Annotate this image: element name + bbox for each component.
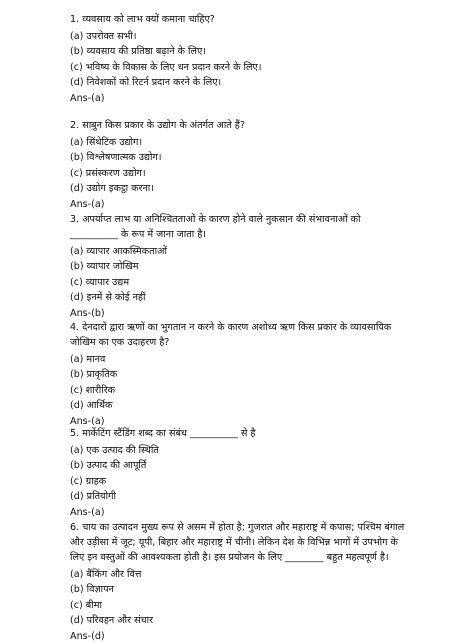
answer: Ans-(d) — [70, 630, 105, 642]
question-3 — [70, 212, 410, 321]
answer: Ans-(b) — [70, 307, 105, 319]
option-a: (a) एक उत्पाद की स्थिति — [70, 445, 159, 456]
answer: Ans-(a) — [70, 415, 105, 427]
question-4 — [70, 320, 410, 429]
answer: Ans-(a) — [70, 92, 105, 104]
option-d: (d) परिवहन और संचार — [70, 615, 154, 627]
question-2 — [70, 118, 410, 212]
option-a: (a) बैंकिंग और वित्त — [70, 569, 142, 580]
option-a: (a) व्यापार आकस्मिकताओं — [70, 246, 167, 257]
question-text: 4. देनदारों द्वारा ऋणों का भुगतान न करने के कारण अशोध्य ऋण किस प्रकार के व्यावसायिक जोखिम का एक उदाहरण है? — [70, 322, 392, 348]
question-text: 2. साबुन किस प्रकार के उद्योग के अंतर्गत आते हैं? — [70, 120, 245, 131]
question-5 — [70, 426, 410, 520]
question-text: 1. व्यवसाय को लाभ क्यों कमाना चाहिए? — [70, 14, 215, 25]
option-c: (c) व्यापार उद्यम — [70, 276, 130, 288]
option-a: (a) मानव — [70, 354, 106, 365]
answer: Ans-(a) — [70, 198, 105, 210]
option-b: (b) उत्पाद की आपूर्ति — [70, 460, 147, 472]
option-b: (b) विश्लेषणात्मक उद्योग। — [70, 152, 162, 164]
option-d: (d) उद्योग इकट्ठा करना। — [70, 183, 154, 195]
option-c: (c) प्रसंस्करण उद्योग। — [70, 167, 146, 179]
option-b: (b) व्यवसाय की प्रतिष्ठा बढ़ाने के लिए। — [70, 46, 206, 58]
option-b: (b) व्यापार जोखिम — [70, 261, 139, 273]
option-c: (c) शारीरिक — [70, 384, 116, 396]
option-c: (c) ग्राहक — [70, 475, 107, 487]
option-a: (a) उपरोक्त सभी। — [70, 31, 137, 42]
question-text: 3. अपर्याप्त लाभ या अनिश्चितताओं के कारण होने वाले नुकसान की संभावनाओं को __________ के रूप में जाना जाता है। — [70, 214, 361, 240]
question-text: 6. चाय का उत्पादन मुख्य रूप से असम में होता है; गुजरात और महाराष्ट्र में कपास; पश्चिम बंगाल और उड़ीसा में जूट; यूपी, बिहार और महाराष्ट्र में चीनी। लेकिन देश के विभिन्न भागों में उपभोग के लिए इन वस्तुओं की आवश्यकता होती है। इस प्रयोजन के लिए ________ बहुत महत्वपूर्ण है। — [70, 522, 405, 563]
option-b: (b) प्राकृतिक — [70, 369, 118, 381]
option-c: (c) बीमा — [70, 599, 102, 611]
question-6 — [70, 520, 410, 644]
option-b: (b) विज्ञापन — [70, 584, 114, 596]
option-c: (c) भविष्य के विकास के लिए धन प्रदान करने के लिए। — [70, 61, 262, 73]
option-d: (d) इनमें से कोई नहीं — [70, 292, 146, 304]
option-d: (d) आर्थिक — [70, 400, 113, 412]
answer: Ans-(a) — [70, 506, 105, 518]
question-text: 5. मार्केटिंग स्टैंडिंग शब्द का संबंध __________ से है — [70, 428, 256, 439]
option-d: (d) प्रतियोगी — [70, 491, 116, 503]
option-d: (d) निवेशकों को रिटर्न प्रदान करने के लिए। — [70, 77, 222, 89]
question-1 — [70, 12, 410, 106]
option-a: (a) सिंथेटिक उद्योग। — [70, 137, 143, 148]
